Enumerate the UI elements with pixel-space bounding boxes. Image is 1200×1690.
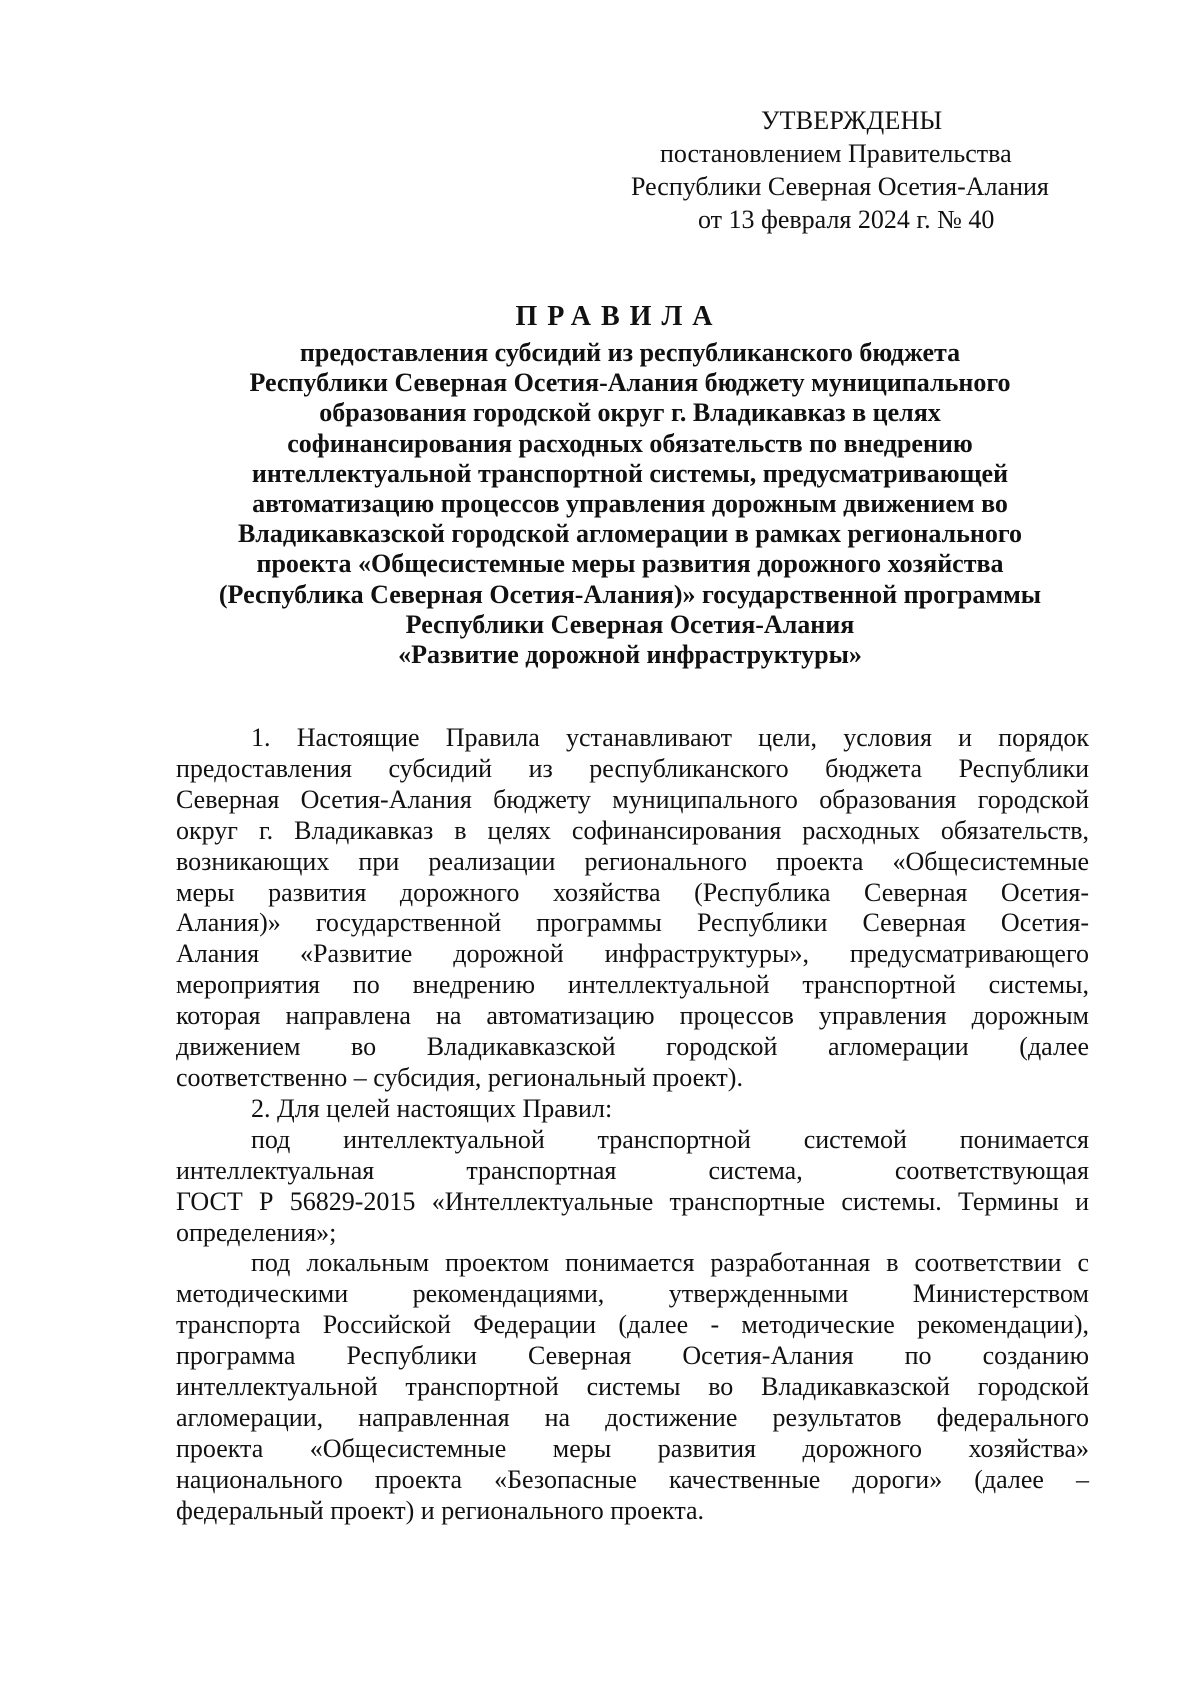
text-line: движением во Владикавказской городской агломерации (далее — [176, 1032, 1089, 1062]
text-line: программа Республики Северная Осетия-Алания по созданию — [176, 1341, 1089, 1371]
text-line: Алания)» государственной программы Республики Северная Осетия- — [176, 908, 1089, 938]
text-line: федеральный проект) и регионального проекта. — [176, 1495, 705, 1525]
paragraph-1 — [176, 723, 1089, 1094]
text-line: предоставления субсидий из республиканского бюджета Республики — [176, 753, 1089, 783]
text-line: мероприятия по внедрению интеллектуальной транспортной системы, — [176, 970, 1089, 1000]
approval-line-1: постановлением Правительства — [660, 139, 1012, 168]
text-line: интеллектуальной транспортной системы во Владикавказской городской — [176, 1372, 1089, 1402]
text-line: меры развития дорожного хозяйства (Республика Северная Осетия- — [176, 877, 1089, 907]
subtitle-line: образования городской округ г. Владикавказ в целях — [319, 398, 941, 428]
text-line: транспорта Российской Федерации (далее - методические рекомендации), — [176, 1310, 1089, 1340]
text-line: агломерации, направленная на достижение результатов федерального — [176, 1402, 1089, 1432]
text-line: ГОСТ Р 56829-2015 «Интеллектуальные транспортные системы. Термины и — [176, 1186, 1089, 1216]
subtitle-line: проекта «Общесистемные меры развития дорожного хозяйства — [256, 549, 1004, 579]
text-line: 2. Для целей настоящих Правил: — [251, 1093, 613, 1123]
text-line: проекта «Общесистемные меры развития дорожного хозяйства» — [176, 1433, 1089, 1463]
subtitle-line: Республики Северная Осетия-Алания — [405, 609, 855, 639]
subtitle-line: (Республика Северная Осетия-Алания)» государственной программы — [218, 579, 1042, 609]
text-line: соответственно – субсидия, региональный проект). — [176, 1062, 743, 1092]
text-line: Северная Осетия-Алания бюджету муниципального образования городской — [176, 784, 1089, 814]
approval-line-2: Республики Северная Осетия-Алания — [631, 172, 1049, 201]
approval-title: УТВЕРЖДЕНЫ — [761, 106, 943, 135]
text-line: которая направлена на автоматизацию процессов управления дорожным — [176, 1001, 1089, 1031]
text-line: интеллектуальная транспортная система, соответствующая — [176, 1155, 1089, 1185]
text-line: округ г. Владикавказ в целях софинансирования расходных обязательств, — [176, 815, 1089, 845]
text-line: определения»; — [176, 1217, 337, 1247]
text-line: 1. Настоящие Правила устанавливают цели, условия и порядок — [251, 723, 1089, 752]
subtitle-line: софинансирования расходных обязательств по внедрению — [287, 428, 973, 458]
subtitle-line: Республики Северная Осетия-Алания бюджету муниципального — [249, 368, 1011, 398]
text-line: методическими рекомендациями, утвержденными Министерством — [176, 1279, 1089, 1309]
subtitle-line: Владикавказской городской агломерации в рамках регионального — [237, 519, 1023, 549]
paragraph-3 — [176, 1125, 1089, 1249]
document-subtitle — [170, 338, 1090, 670]
approval-line-3: от 13 февраля 2024 г. № 40 — [698, 205, 995, 234]
subtitle-line: автоматизацию процессов управления дорожным движением во — [252, 489, 1008, 519]
approval-stamp-block — [620, 104, 1100, 236]
document-title: ПРАВИЛА — [515, 301, 723, 332]
subtitle-line: интеллектуальной транспортной системы, предусматривающей — [251, 458, 1009, 488]
text-line: Алания «Развитие дорожной инфраструктуры», предусматривающего — [176, 939, 1089, 969]
paragraph-2 — [176, 1094, 1089, 1125]
text-line: национального проекта «Безопасные качественные дороги» (далее – — [176, 1464, 1089, 1494]
paragraph-4 — [176, 1248, 1089, 1526]
document-body — [176, 723, 1089, 1527]
subtitle-line: «Развитие дорожной инфраструктуры» — [398, 640, 862, 670]
text-line: возникающих при реализации регионального проекта «Общесистемные — [176, 846, 1089, 876]
text-line: под локальным проектом понимается разработанная в соответствии с — [251, 1248, 1089, 1278]
text-line: под интеллектуальной транспортной системой понимается — [251, 1124, 1089, 1154]
subtitle-line: предоставления субсидий из республиканского бюджета — [299, 338, 961, 367]
